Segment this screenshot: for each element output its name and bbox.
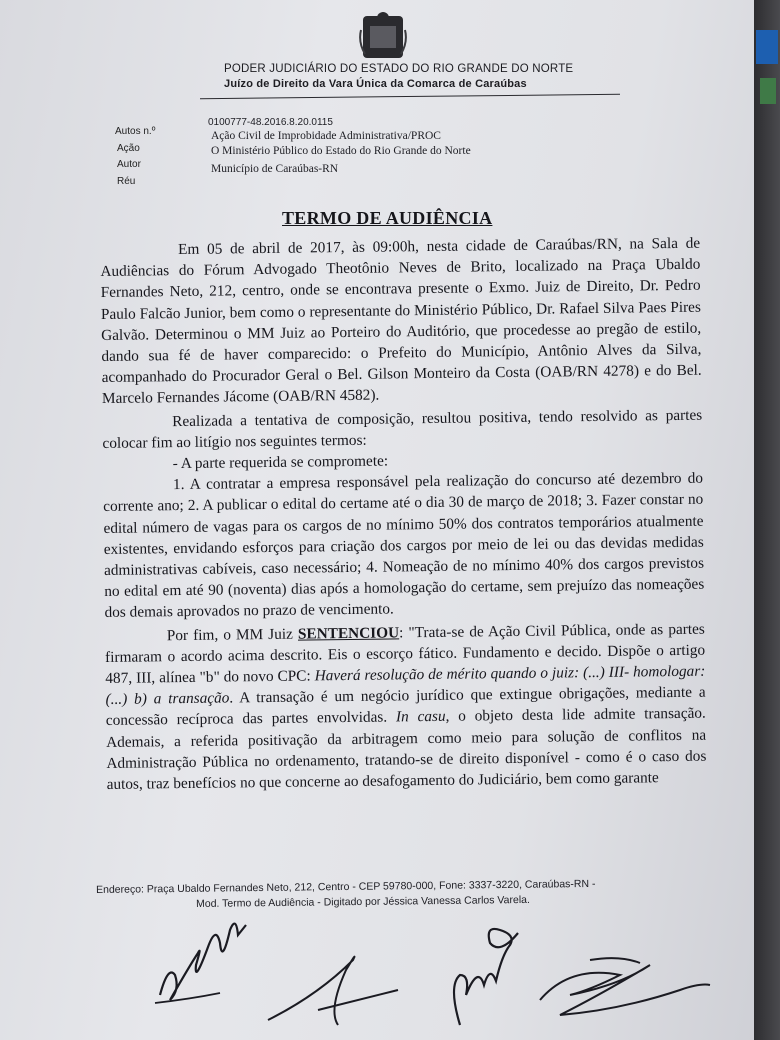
autor-label: Autor <box>117 159 141 170</box>
court-header-line2: Juízo de Direito da Vara Única da Comarca de Caraúbas <box>224 78 527 90</box>
autos-label: Autos n.º <box>115 126 156 137</box>
sentence-text-3: , o objeto desta lide admite transação. Ademais, a referida positivação da arbitragem como meio para solução de conflitos na Administração Pública no ordenamento, tratando-se de direito disponível - como é o caso dos autos, traz benefícios no que concerne ao desafogamento do Judiciário, bem como garante <box>106 705 707 794</box>
sentence-intro: Por fim, o MM Juiz <box>166 625 299 644</box>
reu-label: Réu <box>117 176 136 187</box>
footer-address: Endereço: Praça Ubaldo Fernandes Neto, 212, Centro - CEP 59780-000, Fone: 3337-3220, Caraúbas-RN - <box>96 877 596 896</box>
background-green-patch <box>760 78 776 104</box>
reu-value: Município de Caraúbas-RN <box>211 163 339 175</box>
paragraph-composition: Realizada a tentativa de composição, resultou positiva, tendo resolvido as partes colocar fim ao litígio nos seguintes termos: <box>102 406 703 452</box>
document-title: TERMO DE AUDIÊNCIA <box>282 208 493 228</box>
sentenciou-label: SENTENCIOU <box>297 624 400 643</box>
cpc-quote: Haverá resolução de mérito quando o juiz: (...) III- homologar: (...) b) a transação <box>105 662 706 709</box>
footer-model: Mod. Termo de Audiência - Digitado por Jéssica Vanessa Carlos Varela. <box>196 893 530 910</box>
autos-value: 0100777-48.2016.8.20.0115 <box>208 117 333 128</box>
background-edge <box>754 0 780 1040</box>
paragraph-sentence <box>105 618 707 795</box>
autor-value: O Ministério Público do Estado do Rio Grande do Norte <box>211 145 471 157</box>
court-header-line1: PODER JUDICIÁRIO DO ESTADO DO RIO GRANDE DO NORTE <box>224 63 574 75</box>
paragraph-opening: Em 05 de abril de 2017, às 09:00h, nesta cidade de Caraúbas/RN, na Sala de Audiências do Fórum Advogado Theotônio Neves de Brito, localizado na Praça Ubaldo Fernandes Neto, 212, centro, onde se encontrava presente o Exmo. Juiz de Direito, Dr. Pedro Paulo Falcão Junior, bem como o representante do Ministério Público, Dr. Rafael Silva Paes Pires Galvão. Determinou o MM Juiz ao Porteiro do Auditório, que procedesse ao pregão de estilo, dando sua fé de haver comparecido: o Prefeito do Município, Antônio Alves da Silva, acompanhado do Procurador Geral o Bel. Gilson Monteiro da Costa (OAB/RN 4278) e do Bel. Marcelo Fernandes Jácome (OAB/RN 4582). <box>100 234 702 408</box>
signature-4 <box>530 945 720 1030</box>
sentence-text-1: : "Trata-se de Ação Civil Pública, onde as partes firmaram o acordo acima descrito. Eis o escorço fático. Fundamento e decido. Dispõe o artigo 487, III, alínea "b" do novo CPC: <box>104 620 706 688</box>
coat-of-arms-icon <box>357 10 409 62</box>
signature-1 <box>150 905 260 1015</box>
in-casu: In casu <box>395 708 446 726</box>
signature-3 <box>440 915 530 1035</box>
acao-value: Ação Civil de Improbidade Administrativa/PROC <box>211 130 441 142</box>
paragraph-commitments: 1. A contratar a empresa responsável pela realização do concurso até dezembro do corrente ano; 2. A publicar o edital do certame até o dia 30 de março de 2018; 3. Fazer constar no edital número de vagas para os cargos de no mínimo 50% dos contratos temporários atualmente existentes, envidando esforços para criação dos cargos por meio de lei ou das devidas medidas administrativas cabíveis, caso necessário; 4. Nomeação de no mínimo 40% dos cargos previstos no edital em até 90 (noventa) dias após a homologação do certame, sem prejuízo das nomeações dos demais aprovados no prazo de vencimento. <box>103 469 705 622</box>
sentence-text-2: . A transação é um negócio jurídico que extingue obrigações, mediante a concessão recíproca das partes envolvidas. <box>105 683 706 730</box>
signature-2 <box>258 940 408 1030</box>
paragraph-commitment-intro: - A parte requerida se compromete: <box>172 452 389 473</box>
header-divider <box>200 94 620 99</box>
acao-label: Ação <box>117 143 140 154</box>
document-body <box>100 233 707 796</box>
background-blue-patch <box>756 30 778 64</box>
